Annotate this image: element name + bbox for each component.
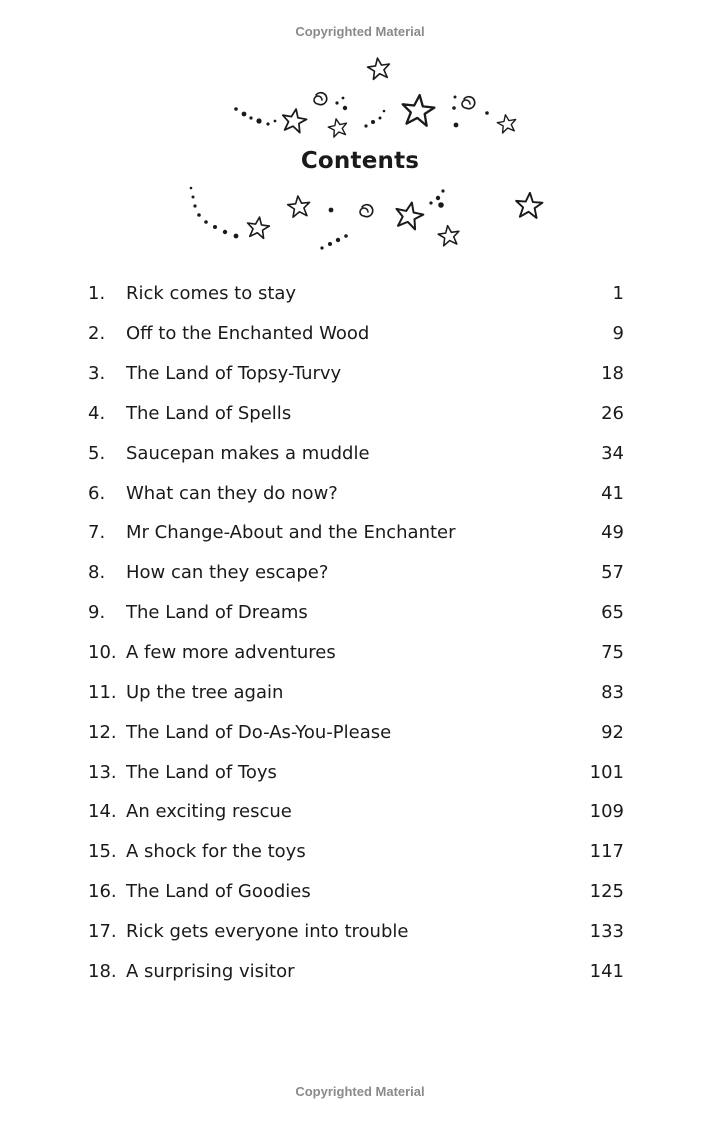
toc-entry bbox=[88, 712, 624, 752]
chapter-title: Off to the Enchanted Wood bbox=[126, 323, 370, 345]
chapter-number: 15. bbox=[88, 841, 117, 863]
chapter-number: 7. bbox=[88, 522, 106, 544]
page-number: 109 bbox=[589, 801, 624, 823]
toc-entry bbox=[88, 433, 624, 473]
page-number: 49 bbox=[601, 522, 624, 544]
page-number: 26 bbox=[601, 402, 624, 424]
chapter-number: 3. bbox=[88, 363, 106, 385]
toc-entry bbox=[88, 832, 624, 872]
page-title: Contents bbox=[300, 148, 420, 174]
toc-entry bbox=[88, 951, 624, 991]
chapter-title: Saucepan makes a muddle bbox=[126, 442, 370, 464]
toc-entry bbox=[88, 473, 624, 513]
page-number: 34 bbox=[601, 442, 624, 464]
page-number: 41 bbox=[601, 482, 624, 504]
page-number: 18 bbox=[601, 363, 624, 385]
toc-entry bbox=[88, 274, 624, 314]
table-of-contents bbox=[88, 274, 624, 991]
page-number: 101 bbox=[589, 761, 624, 783]
chapter-number: 13. bbox=[88, 761, 117, 783]
chapter-title: The Land of Dreams bbox=[126, 602, 308, 624]
page-number: 92 bbox=[601, 721, 624, 743]
page-number: 57 bbox=[601, 562, 624, 584]
toc-entry bbox=[88, 792, 624, 832]
chapter-title: Rick comes to stay bbox=[126, 283, 297, 305]
toc-entry bbox=[88, 513, 624, 553]
toc-entry bbox=[88, 912, 624, 952]
page-number: 83 bbox=[601, 681, 624, 703]
chapter-title: A few more adventures bbox=[126, 642, 336, 664]
chapter-title: The Land of Spells bbox=[126, 402, 292, 424]
chapter-number: 1. bbox=[88, 283, 106, 305]
chapter-number: 9. bbox=[88, 602, 106, 624]
page-number: 75 bbox=[601, 642, 624, 664]
page-number: 65 bbox=[601, 602, 624, 624]
page-number: 1 bbox=[612, 283, 624, 305]
toc-entry bbox=[88, 314, 624, 354]
chapter-number: 18. bbox=[88, 960, 117, 982]
toc-entry bbox=[88, 672, 624, 712]
chapter-title: An exciting rescue bbox=[126, 801, 292, 823]
chapter-title: The Land of Topsy-Turvy bbox=[126, 363, 342, 385]
page-number: 133 bbox=[589, 920, 624, 942]
chapter-number: 11. bbox=[88, 681, 117, 703]
chapter-title: Up the tree again bbox=[126, 681, 284, 703]
chapter-title: The Land of Goodies bbox=[126, 881, 311, 903]
chapter-number: 6. bbox=[88, 482, 106, 504]
chapter-title: Rick gets everyone into trouble bbox=[126, 920, 409, 942]
page-number: 117 bbox=[589, 841, 624, 863]
toc-entry bbox=[88, 593, 624, 633]
chapter-title: The Land of Do-As-You-Please bbox=[126, 721, 392, 743]
page-number: 9 bbox=[612, 323, 624, 345]
chapter-number: 10. bbox=[88, 642, 117, 664]
page-number: 141 bbox=[589, 960, 624, 982]
copyright-watermark-top: Copyrighted Material bbox=[295, 24, 425, 39]
chapter-number: 17. bbox=[88, 920, 117, 942]
toc-entry bbox=[88, 752, 624, 792]
copyright-watermark-bottom: Copyrighted Material bbox=[295, 1084, 425, 1099]
chapter-number: 8. bbox=[88, 562, 106, 584]
chapter-number: 12. bbox=[88, 721, 117, 743]
toc-entry bbox=[88, 394, 624, 434]
star-decoration bbox=[0, 0, 720, 270]
toc-entry bbox=[88, 633, 624, 673]
chapter-title: A surprising visitor bbox=[126, 960, 295, 982]
chapter-number: 4. bbox=[88, 402, 106, 424]
chapter-number: 14. bbox=[88, 801, 117, 823]
chapter-title: A shock for the toys bbox=[126, 841, 306, 863]
chapter-number: 5. bbox=[88, 442, 106, 464]
page-number: 125 bbox=[589, 881, 624, 903]
chapter-title: How can they escape? bbox=[126, 562, 329, 584]
chapter-title: Mr Change-About and the Enchanter bbox=[126, 522, 456, 544]
toc-entry bbox=[88, 553, 624, 593]
chapter-title: The Land of Toys bbox=[126, 761, 277, 783]
chapter-title: What can they do now? bbox=[126, 482, 338, 504]
toc-entry bbox=[88, 872, 624, 912]
toc-entry bbox=[88, 354, 624, 394]
chapter-number: 16. bbox=[88, 881, 117, 903]
chapter-number: 2. bbox=[88, 323, 106, 345]
